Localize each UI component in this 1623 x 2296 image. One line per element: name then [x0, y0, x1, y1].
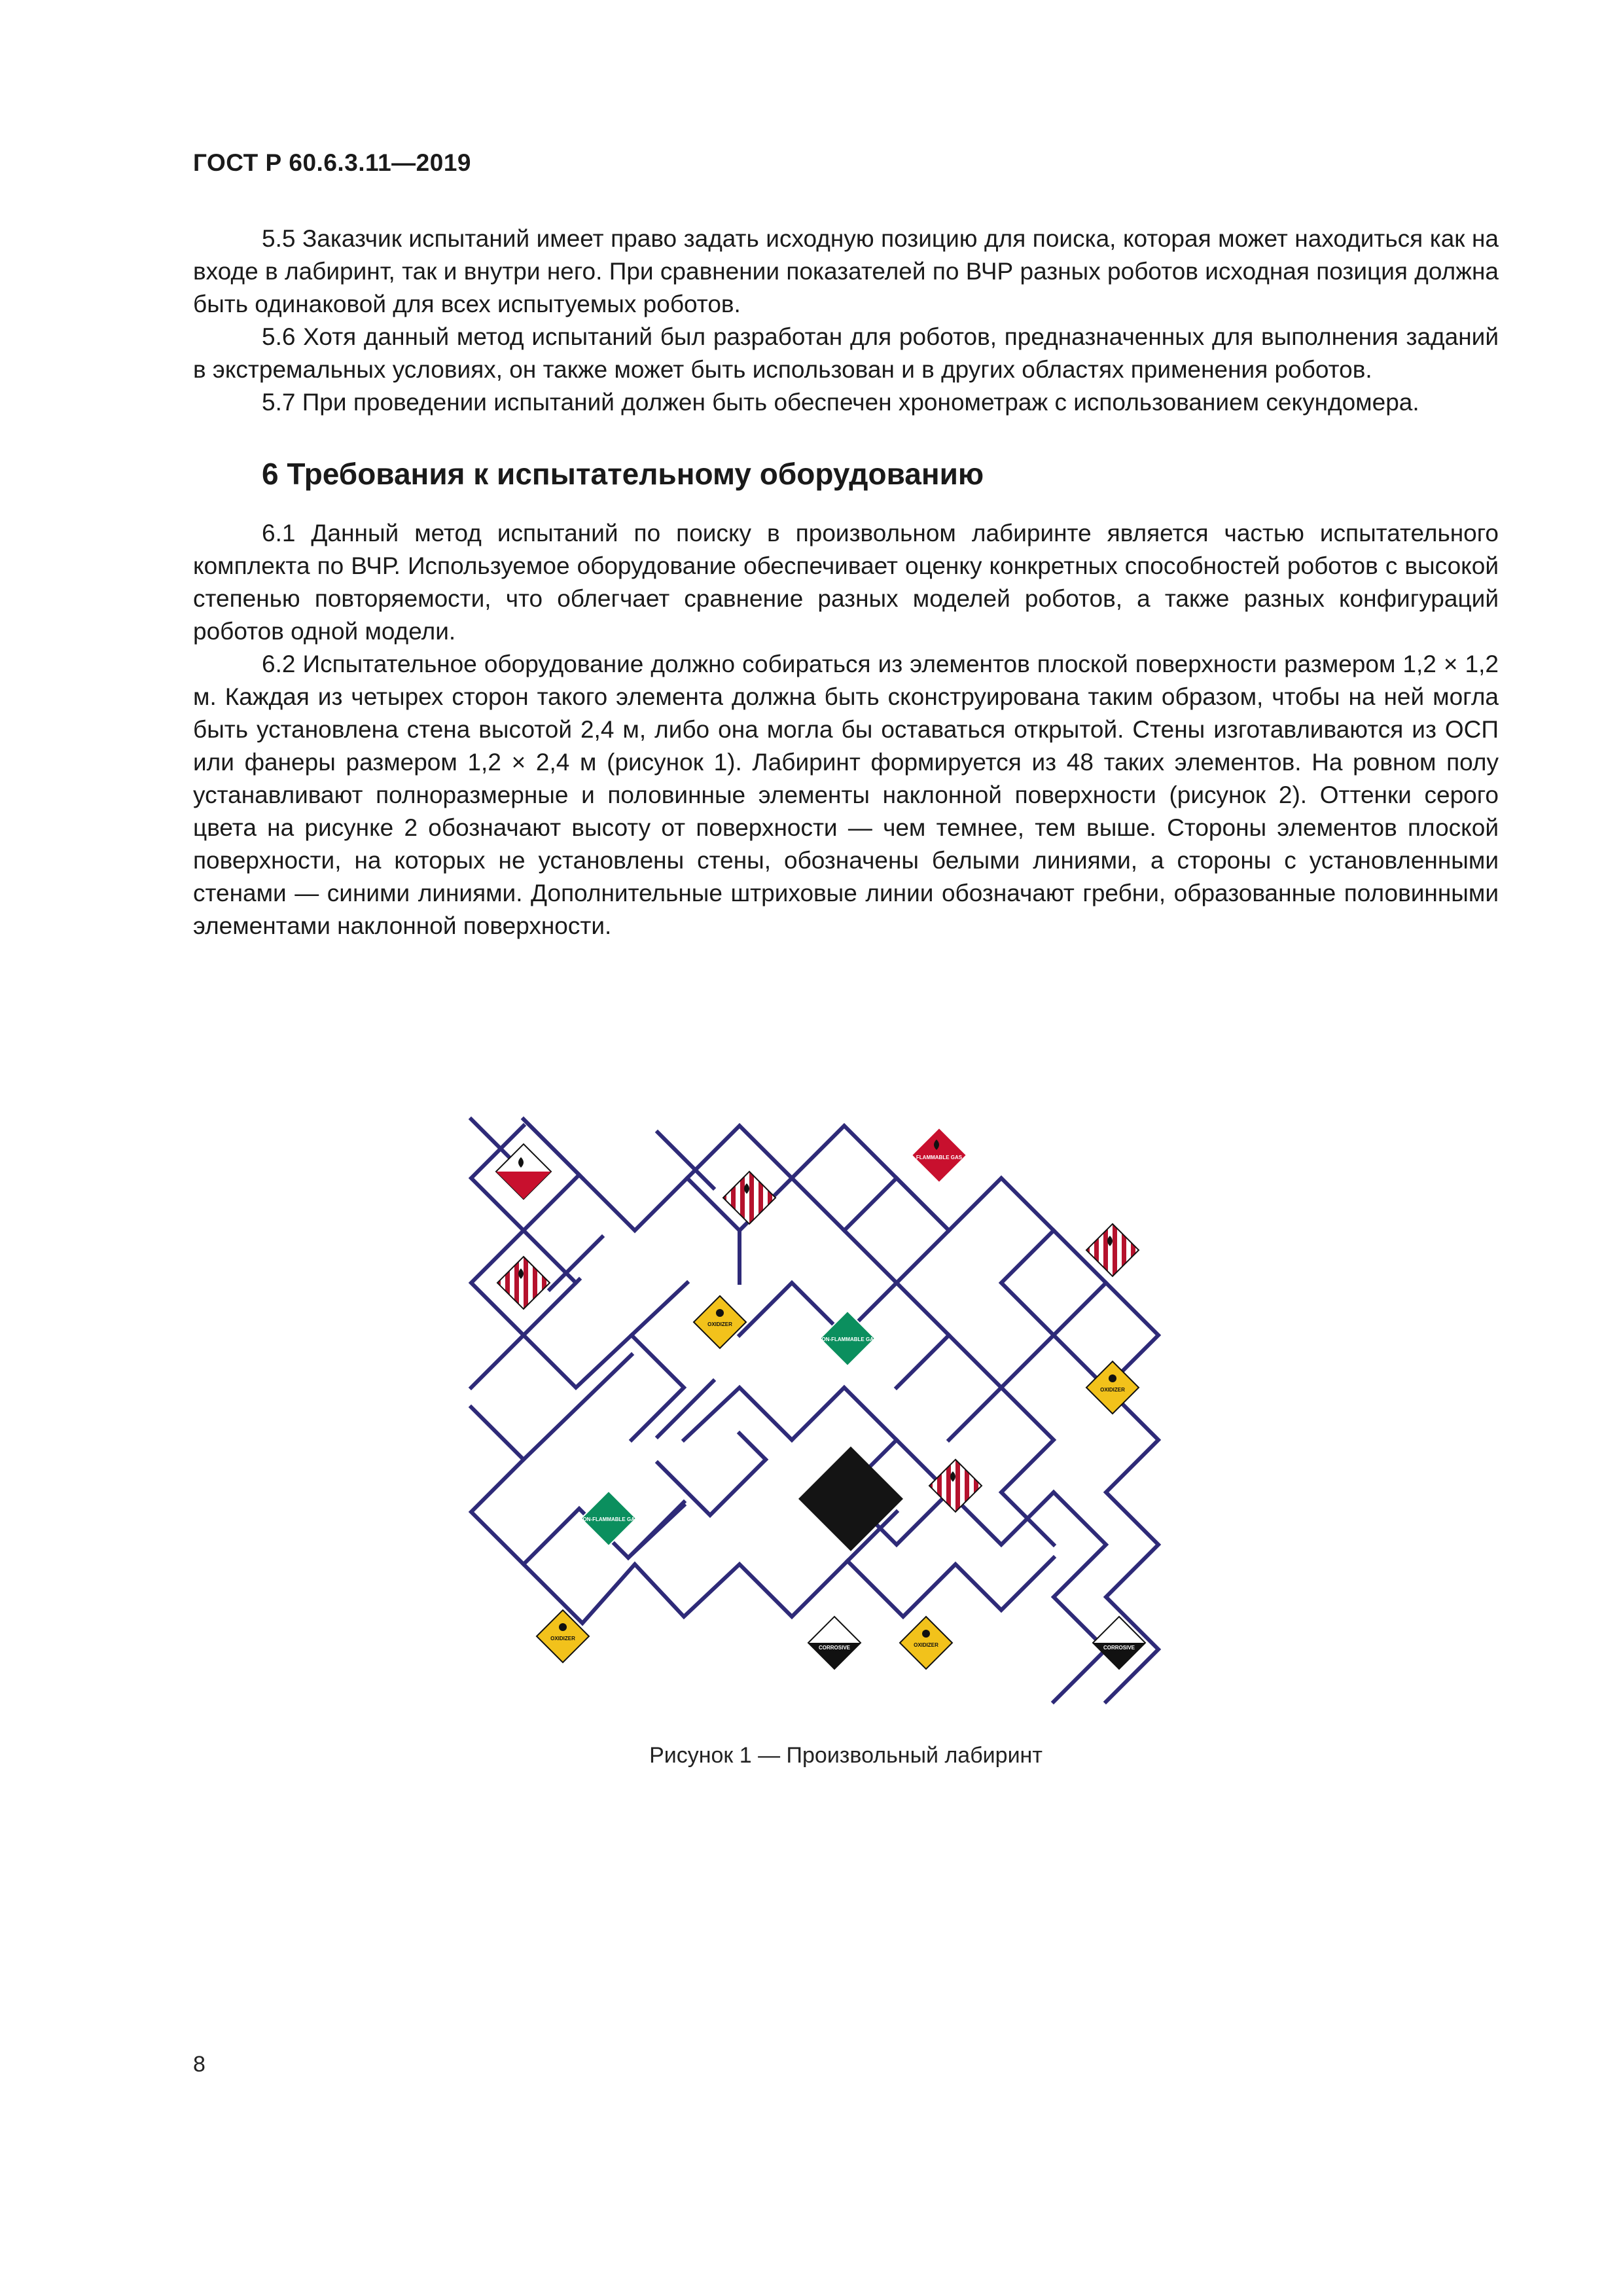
- maze-drawing: [458, 1106, 1243, 1708]
- placard-label: OXIDIZER: [914, 1642, 938, 1648]
- paragraph-6-1: 6.1 Данный метод испытаний по поиску в произвольном лабиринте является частью испытательного комплекта по ВЧР. Используемое оборудование обеспечивает оценку конкретных способностей роботов с высокой степенью повторяемости, что облегчает сравнение разных моделей роботов, а также разных конфигураций роботов одной модели.: [193, 520, 1499, 645]
- placard-nonflammable-gas-icon: [579, 1491, 639, 1546]
- placard-corrosive-icon: [1093, 1617, 1145, 1669]
- placard-corrosive-icon: [808, 1617, 861, 1669]
- section-6-heading: 6 Требования к испытательному оборудованию: [262, 457, 984, 491]
- placard-label: OXIDIZER: [707, 1321, 732, 1327]
- placard-flammable-solid-icon: [723, 1172, 776, 1224]
- maze-wall: [949, 1178, 1054, 1388]
- placard-oxidizer-icon: [1086, 1361, 1139, 1414]
- placard-label: OXIDIZER: [550, 1636, 575, 1641]
- placard-flammable-gas-icon: [912, 1128, 967, 1183]
- placard-flammable-solid-icon: [497, 1257, 550, 1309]
- placard-oxidizer-icon: [900, 1617, 952, 1669]
- maze-wall: [1001, 1388, 1054, 1545]
- maze-wall: [658, 1381, 713, 1437]
- placard-label: CORROSIVE: [1103, 1645, 1135, 1651]
- maze-walls: [471, 1119, 1158, 1702]
- figure-caption: Рисунок 1 — Произвольный лабиринт: [649, 1743, 1043, 1768]
- document-header: ГОСТ Р 60.6.3.11—2019: [193, 149, 471, 176]
- maze-wall: [658, 1460, 766, 1515]
- maze-wall: [632, 1283, 687, 1335]
- maze-wall: [1054, 1492, 1106, 1702]
- placard-oxidizer-icon: [694, 1296, 746, 1348]
- maze-wall: [844, 1178, 949, 1283]
- maze-wall: [524, 1335, 684, 1440]
- maze-wall: [740, 1433, 766, 1460]
- maze-wall: [471, 1335, 524, 1388]
- page-number: 8: [193, 2052, 205, 2077]
- paragraph-6-2: 6.2 Испытательное оборудование должно собираться из элементов плоской поверхности размером 1,2 × 1,2 м. Каждая из четырех сторон такого элемента должна быть сконструирована таким образом, чтобы на ней могла быть установлена стена высотой 2,4 м, либо она могла бы оставаться открытой. Стены изготавливаются из ОСП или фанеры размером 1,2 × 2,4 м (рисунок 1). Лабиринт формируется из 48 таких элементов. На ровном полу устанавливают полноразмерные и половинные элементы наклонной поверхности (рисунок 2). Оттенки серого цвета на рисунке 2 обозначают высоту от поверхности — чем темнее, тем выше. Стороны элементов плоской поверхности, на которых не установлены стены, обозначены белыми линиями, а стороны с установленными стенами — синими линиями. Дополнительные штриховые линии обозначают гребни, образованные половинными элементами наклонной поверхности.: [193, 651, 1499, 939]
- paragraph-5-7: 5.7 При проведении испытаний должен быть обеспечен хронометраж с использованием секундомера.: [262, 389, 1419, 416]
- maze-wall: [524, 1355, 632, 1460]
- placard-label: NON-FLAMMABLE GAS: [579, 1516, 639, 1522]
- placard-label: OXIDIZER: [1100, 1387, 1125, 1393]
- maze-wall: [949, 1335, 1001, 1440]
- maze-wall: [471, 1407, 684, 1564]
- maze-wall: [847, 1558, 1054, 1617]
- maze-wall: [792, 1126, 897, 1178]
- paragraph-5-5: 5.5 Заказчик испытаний имеет право задать исходную позицию для поиска, которая может находиться как на входе в лабиринт, так и внутри него. При сравнении показателей по ВЧР разных роботов исходная позиция должна быть одинаковой для всех испытуемых роботов.: [193, 225, 1499, 317]
- text-body: [193, 223, 1499, 942]
- maze-figure: [458, 1106, 1243, 1708]
- placard-label: CORROSIVE: [818, 1645, 851, 1651]
- maze-wall: [628, 1505, 684, 1558]
- placard-oxidizer-icon: [537, 1610, 589, 1662]
- placard-label: FLAMMABLE GAS: [916, 1155, 963, 1160]
- placard-label: NON-FLAMMABLE GAS: [817, 1336, 878, 1342]
- maze-wall: [687, 1126, 792, 1178]
- maze-wall: [524, 1561, 847, 1623]
- paragraph-5-6: 5.6 Хотя данный метод испытаний был разработан для роботов, предназначенных для выполнения заданий в экстремальных условиях, он также может быть использован и в других областях применения роботов.: [193, 323, 1499, 383]
